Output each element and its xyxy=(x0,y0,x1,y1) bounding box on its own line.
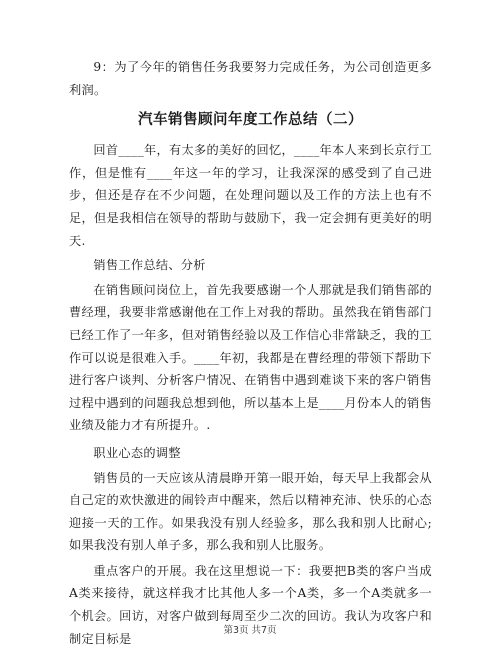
section-heading-mindset: 职业心态的调整 xyxy=(93,445,181,460)
spacer xyxy=(69,437,432,440)
mindset-paragraph: 销售员的一天应该从清晨睁开第一眼开始，每天早上我都会从自己定的欢快激进的闹铃声中醒来，然后以精神充沛、快乐的心态迎接一天的工作。如果我没有别人经验多，那么我和别人比耐心;如果我没有别人单子多，那么我和别人比服务。 xyxy=(69,470,432,553)
section-heading-sales-summary: 销售工作总结、分析 xyxy=(93,258,206,273)
sales-summary-paragraph: 在销售顾问岗位上，首先我要感谢一个人那就是我们销售部的曹经理，我要非常感谢他在工作上对我的帮助。虽然我在销售部门已经工作了一年多，但对销售经验以及工作信心非常缺乏，我的工作可以说是很难入手。____年初，我都是在曹经理的带领下帮助下进行客户谈判、分析客户情况、在销售中遇到难谈下来的客户销售过程中遇到的问题我总想到他，所以基本上是____月份本人的销售业绩及能力才有所提升。. xyxy=(69,282,432,433)
key-customers-paragraph: 重点客户的开展。我在这里想说一下：我要把B类的客户当成A类来接待，就这样我才比其他人多一个A类，多一个A类就多一个机会。回访，对客户做到每周至少二次的回访。我认为攻客户和制定目标是 xyxy=(69,563,432,646)
document-title: 汽车销售顾问年度工作总结（二） xyxy=(138,112,363,129)
intro-paragraph: 回首____年，有太多的美好的回忆，____年本人来到长京行工作，但是惟有____年这一年的学习，让我深深的感受到了自己进步，但还是存在不少问题，在处理问题以及工作的方法上也有不足，但是我相信在领导的帮助与鼓励下，我一定会拥有更美好的明天. xyxy=(69,143,432,248)
page-number: 第3页 共7页 xyxy=(223,625,277,636)
document-body xyxy=(69,56,432,650)
lead-paragraph: 9：为了今年的销售任务我要努力完成任务，为公司创造更多利润。 xyxy=(69,60,432,97)
